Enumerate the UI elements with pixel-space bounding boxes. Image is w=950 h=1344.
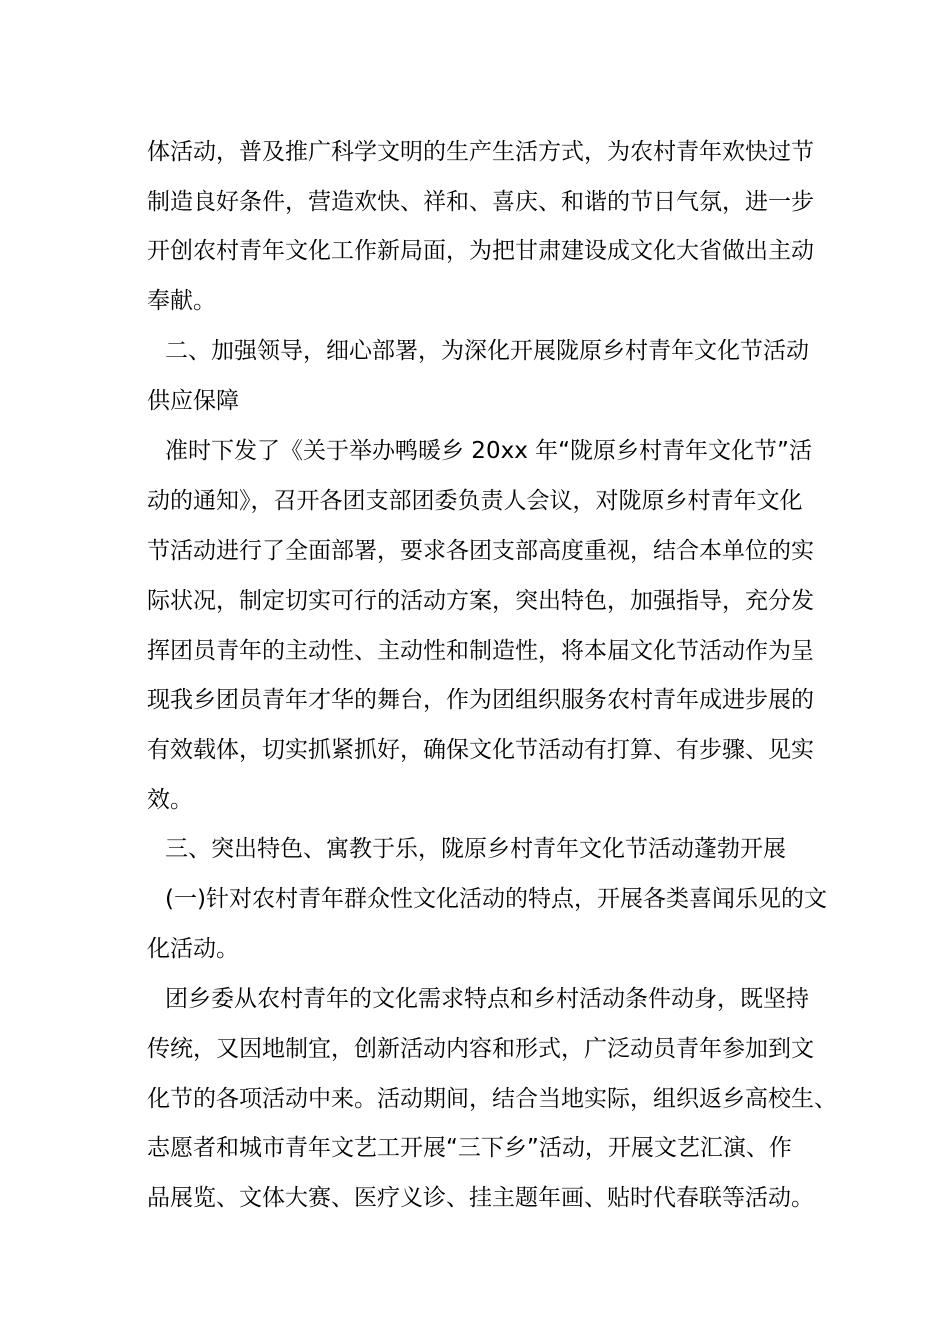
- text-line: 动的通知》，召开各团支部团委负责人会议，对陇原乡村青年文化: [147, 488, 803, 514]
- section-heading: 供应保障: [147, 388, 239, 414]
- text-line: 化节的各项活动中来。活动期间，结合当地实际，组织返乡高校生、: [147, 1086, 837, 1112]
- text-line: 团乡委从农村青年的文化需求特点和乡村活动条件动身，既坚持: [165, 986, 809, 1012]
- text-line: 现我乡团员青年才华的舞台，作为团组织服务农村青年成进步展的: [147, 687, 814, 713]
- text-line: 品展览、文体大赛、医疗义诊、挂主题年画、贴时代春联等活动。: [147, 1185, 814, 1211]
- section-heading: 三、突出特色、寓教于乐，陇原乡村青年文化节活动蓬勃开展: [165, 836, 786, 862]
- section-heading: 二、加强领导，细心部署，为深化开展陇原乡村青年文化节活动: [165, 338, 809, 364]
- text-line: 开创农村青年文化工作新局面，为把甘肃建设成文化大省做出主动: [147, 238, 814, 264]
- text-line: 际状况，制定切实可行的活动方案，突出特色，加强指导，充分发: [147, 588, 814, 614]
- subsection-heading: (一)针对农村青年群众性文化活动的特点，开展各类喜闻乐见的文: [165, 886, 827, 912]
- text-line: 制造良好条件，营造欢快、祥和、喜庆、和谐的节日气氛，进一步: [147, 189, 814, 215]
- text-line: 体活动，普及推广科学文明的生产生活方式，为农村青年欢快过节: [147, 139, 814, 165]
- text-line: 志愿者和城市青年文艺工开展“三下乡”活动，开展文艺汇演、作: [147, 1135, 792, 1161]
- text-line: 准时下发了《关于举办鸭暖乡 20xx 年“陇原乡村青年文化节”活: [165, 438, 812, 464]
- text-line: 有效载体，切实抓紧抓好，确保文化节活动有打算、有步骤、见实: [147, 737, 814, 763]
- text-line: 挥团员青年的主动性、主动性和制造性，将本届文化节活动作为呈: [147, 638, 814, 664]
- text-line: 奉献。: [147, 288, 216, 314]
- text-line: 传统，又因地制宜，创新活动内容和形式，广泛动员青年参加到文: [147, 1036, 814, 1062]
- subsection-heading: 化活动。: [147, 936, 239, 962]
- text-line: 效。: [147, 787, 193, 813]
- text-line: 节活动进行了全面部署，要求各团支部高度重视，结合本单位的实: [147, 538, 814, 564]
